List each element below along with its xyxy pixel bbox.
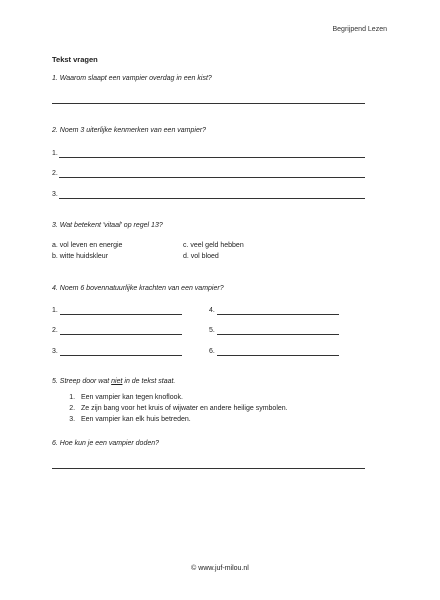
answer-line-q6[interactable]	[52, 468, 365, 469]
answer-line-q4-4[interactable]	[217, 314, 339, 315]
answer-line-q2-3[interactable]	[59, 198, 365, 199]
answer-line-q4-5[interactable]	[217, 334, 339, 335]
q2-number-2: 2.	[52, 170, 58, 177]
answer-line-q4-6[interactable]	[217, 355, 339, 356]
question-5-underlined-word: niet	[111, 378, 123, 385]
answer-line-q4-3[interactable]	[60, 355, 182, 356]
statement-2[interactable]: 2. Ze zijn bang voor het kruis of wijwater en andere heilige symbolen.	[77, 403, 288, 414]
question-5	[52, 378, 175, 385]
question-6: 6. Hoe kun je een vampier doden?	[52, 440, 160, 447]
page-header: Begrijpend Lezen	[332, 26, 387, 33]
question-4: 4. Noem 6 bovennatuurlijke krachten van een vampier?	[52, 285, 224, 292]
answer-line-q2-1[interactable]	[59, 157, 365, 158]
question-1: 1. Waarom slaapt een vampier overdag in een kist?	[52, 75, 212, 82]
q4-number-5: 5.	[209, 327, 215, 334]
question-5-text-before: 5. Streep door wat	[52, 378, 112, 385]
statements-list	[65, 392, 288, 425]
q4-number-1: 1.	[52, 307, 58, 314]
statement-1[interactable]: 1. Een vampier kan tegen knoflook.	[77, 392, 288, 403]
answer-line-q2-2[interactable]	[59, 177, 365, 178]
worksheet-title: Tekst vragen	[52, 55, 98, 64]
q2-number-1: 1.	[52, 150, 58, 157]
option-c[interactable]: c. veel geld hebben	[183, 242, 244, 249]
answer-line-q4-2[interactable]	[60, 334, 182, 335]
q4-number-4: 4.	[209, 307, 215, 314]
option-a[interactable]: a. vol leven en energie	[52, 242, 123, 249]
q2-number-3: 3.	[52, 191, 58, 198]
q4-number-2: 2.	[52, 327, 58, 334]
q4-number-3: 3.	[52, 348, 58, 355]
question-3: 3. Wat betekent 'vitaal' op regel 13?	[52, 222, 163, 229]
option-d[interactable]: d. vol bloed	[183, 253, 219, 260]
answer-line-q4-1[interactable]	[60, 314, 182, 315]
question-5-text-after: in de tekst staat.	[122, 378, 176, 385]
option-b[interactable]: b. witte huidskleur	[52, 253, 109, 260]
page-footer: © www.juf-milou.nl	[191, 565, 249, 572]
statement-3[interactable]: 3. Een vampier kan elk huis betreden.	[77, 414, 288, 425]
q4-number-6: 6.	[209, 348, 215, 355]
answer-line-q1[interactable]	[52, 103, 365, 104]
question-2: 2. Noem 3 uiterlijke kenmerken van een vampier?	[52, 127, 207, 134]
